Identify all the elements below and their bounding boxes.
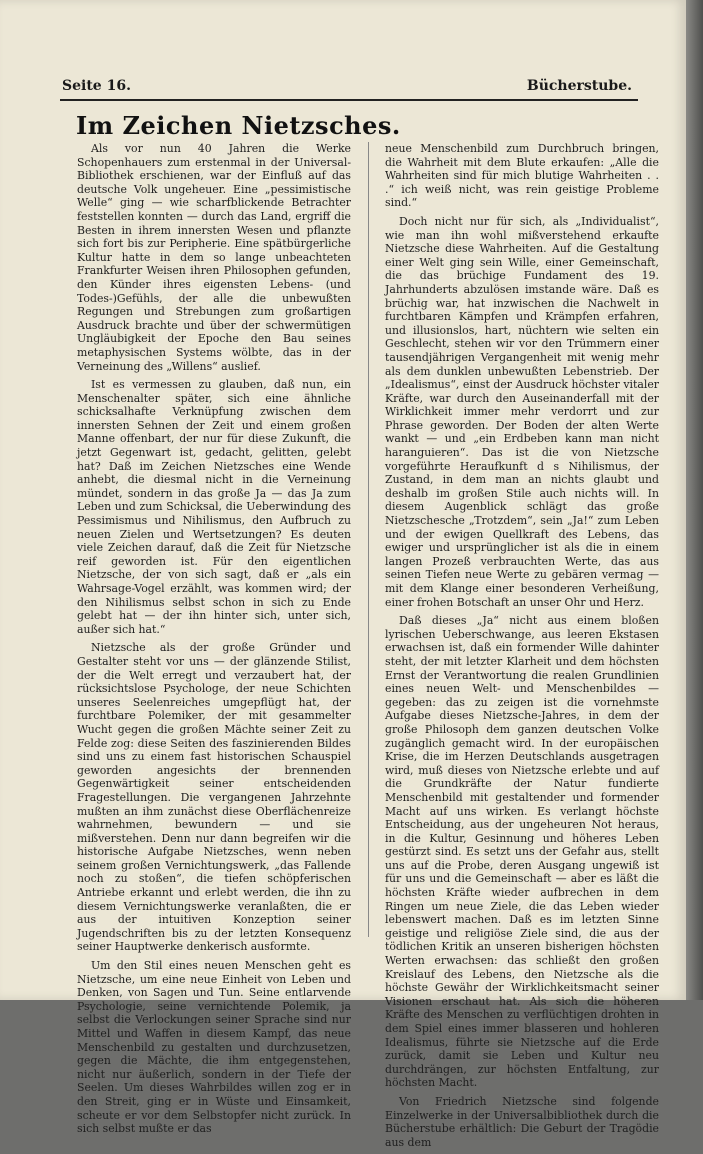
column-divider — [368, 142, 369, 937]
header-rule — [60, 99, 638, 101]
paragraph: neue Menschenbild zum Durchbruch bringen, die Wahrheit mit dem Blute erkaufen: „Alle die Wahrheiten sind für mich blutige Wahrheiten . . .“ ich weiß nicht, was rein geistige Probleme sind.“ — [385, 142, 659, 210]
paragraph: Um den Stil eines neuen Menschen geht es Nietzsche, um eine neue Einheit von Leben und Denken, von Sagen und Tun. Seine entlarvende Psychologie, seine vernichtende Polemik, ja selbst die Verlockungen seiner Sprache sind nur Mittel und Waffen in diesem Kampf, das neue Menschenbild zu gestalten und durchzusetzen, gegen die Mächte, die ihm entgegenstehen, nicht nur äußerlich, sondern in der Tiefe der Seelen. Um dieses Wahrbildes willen zog er in den Streit, ging er in Wüste und Einsamkeit, scheute er vor dem Selbstopfer nicht zurück. In sich selbst mußte er das — [77, 959, 351, 1136]
paragraph: Als vor nun 40 Jahren die Werke Schopenhauers zum erstenmal in der Universal-Bibliothek erschienen, war der Einfluß auf das deutsche Volk ungeheuer. Eine „pessimistische Welle“ ging — wie scharfblickende Betrachter feststellen konnten — durch das Land, ergriff die Besten in ihrem innersten Wesen und pflanzte sich fort bis zur Peripherie. Eine spätbürgerliche Kultur hatte in dem so lange unbeachteten Frankfurter Weisen ihren Philosophen gefunden, den Künder ihres eigensten Lebens- (und Todes-)Gefühls, der alle die unbewußten Regungen und Strebungen zum großartigen Ausdruck brachte und über der schwermütigen Ungläubigkeit der Epoche den Bau seines metaphysischen Systems wölbte, das in der Verneinung des „Willens“ auslief. — [77, 142, 351, 373]
paragraph: Doch nicht nur für sich, als „Individualist“, wie man ihn wohl mißverstehend erkaufte Nietzsche diese Wahrheiten. Auf die Gestaltung einer Welt ging sein Wille, einer Gemeinschaft, die das brüchige Fundament des 19. Jahrhunderts abzulösen imstande wäre. Daß es brüchig war, hat inzwischen die Nachwelt in furchtbaren Kämpfen und Krämpfen erfahren, und illusionslos, hart, nüchtern wie selten ein Geschlecht, stehen wir vor den Trümmern einer tausendjährigen Vergangenheit mit wenig mehr als dem dunklen unbewußten Lebenstrieb. Der „Idealismus“, einst der Ausdruck höchster vitaler Kräfte, war durch den Auseinanderfall mit der Wirklichkeit immer mehr verdorrt und zur Phrase geworden. Der Boden der alten Werte wankt — und „ein Erdbeben kann man nicht haranguieren“. Das ist die von Nietzsche vorgeführte Heraufkunft d s Nihilismus, der Zustand, in dem man an nichts glaubt und deshalb im großen Stile auch nichts will. In diesem Augenblick schlägt das große Nietzschesche „Trotzdem“, sein „Ja!“ zum Leben und der ewigen Quellkraft des Lebens, das ewiger und ursprünglicher ist als die in einem langen Prozeß verbrauchten Werte, das aus seinen Tiefen neue Werte zu gebären vermag — mit dem Klange einer besonderen Verheißung, einer frohen Botschaft an unser Ohr und Herz. — [385, 214, 659, 609]
right-column — [385, 142, 659, 1154]
journal-name: Bücherstube. — [526, 78, 632, 94]
paragraph: Von Friedrich Nietzsche sind folgende Einzelwerke in der Universalbibliothek durch die Bücherstube erhältlich: Die Geburt der Tragödie aus dem — [385, 1094, 659, 1149]
article-title: Im Zeichen Nietzsches. — [76, 111, 401, 140]
page-number-label: Seite 16. — [62, 78, 131, 94]
paragraph: Ist es vermessen zu glauben, daß nun, ein Menschenalter später, sich eine ähnliche schicksalhafte Verknüpfung zwischen dem innersten Sehnen der Zeit und einem großen Manne offenbart, der nur für diese Zukunft, die jetzt Gegenwart ist, gedacht, gelitten, gelebt hat? Daß im Zeichen Nietzsches eine Wende anhebt, die diesmal nicht in die Verneinung mündet, sondern in das große Ja — das Ja zum Leben und zum Schicksal, die Ueberwindung des Pessimismus und Nihilismus, den Aufbruch zu neuen Zielen und Wertsetzungen? Es deuten viele Zeichen darauf, daß die Zeit für Nietzsche reif geworden ist. Für den eigentlichen Nietzsche, der von sich sagt, daß er „als ein Wahrsage-Vogel erzählt, was kommen wird; der den Nihilismus selbst schon in sich zu Ende gelebt hat — der ihn hinter sich, unter sich, außer sich hat.“ — [77, 378, 351, 636]
paragraph: Nietzsche als der große Gründer und Gestalter steht vor uns — der glänzende Stilist, der die Welt erregt und verzaubert hat, der rücksichtslose Psychologe, der neue Schichten unseres Seelenreiches umgepflügt hat, der furchtbare Polemiker, der mit gesammelter Wucht gegen die großen Mächte seiner Zeit zu Felde zog: diese Seiten des faszinierenden Bildes sind uns zu einem fast historischen Schauspiel geworden angesichts der brennenden Gegenwärtigkeit seiner entscheidenden Fragestellungen. Die vergangenen Jahrzehnte mußten an ihm zunächst diese Oberflächenreize wahrnehmen, bewundern — und sie mißverstehen. Denn nur dann begreifen wir die historische Aufgabe Nietzsches, wenn neben seinem großen Vernichtungswerk, „das Fallende noch zu stoßen“, die tiefen schöpferischen Antriebe erkannt und erlebt werden, die ihn zu diesem Vernichtungswerke veranlaßten, die er aus der intuitiven Konzeption seiner Jugendschriften bis zu der letzten Konsequenz seiner Hauptwerke denkerisch ausformte. — [77, 641, 351, 954]
running-header — [60, 78, 638, 96]
paragraph: Daß dieses „Ja“ nicht aus einem bloßen lyrischen Ueberschwange, aus leeren Ekstasen erwachsen ist, daß ein formender Wille dahinter steht, der mit letzter Klarheit und dem höchsten Ernst der Verantwortung die realen Grundlinien eines neuen Welt- und Menschenbildes — gegeben: das zu zeigen ist die vornehmste Aufgabe dieses Nietzsche-Jahres, in dem der große Philosoph dem ganzen deutschen Volke zugänglich gemacht wird. In der europäischen Krise, die im Herzen Deutschlands ausgetragen wird, muß dieses von Nietzsche erlebte und auf die Grundkräfte der Natur fundierte Menschenbild mit gestaltender und formender Macht auf uns wirken. Es verlangt höchste Entscheidung, aus der ungeheuren Not heraus, in die Kultur, Gesinnung und höheres Leben gestürzt sind. Es setzt uns der Gefahr aus, stellt uns auf die Probe, deren Ausgang ungewiß ist für uns und die Gemeinschaft — aber es läßt die höchsten Kräfte wieder aufbrechen in dem Ringen um neue Ziele, die das Leben wieder lebenswert machen. Daß es im letzten Sinne geistige und religiöse Ziele sind, die aus der tödlichen Kritik an unseren bisherigen höchsten Werten erwachsen: das schließt den großen Kreislauf des Lebens, den Nietzsche als die höchste Gewähr der Wirklichkeitsmacht seiner Visionen erschaut hat. Als sich die höheren Kräfte des Menschen zu verflüchtigen drohten in dem Spiel eines immer blasseren und hohleren Idealismus, führte sie Nietzsche auf die Erde zurück, damit sie Leben und Kultur neu durchdrängen, zur höchsten Entfaltung, zur höchsten Macht. — [385, 614, 659, 1090]
left-column — [77, 142, 351, 1141]
book-spine-shadow — [686, 0, 703, 1000]
